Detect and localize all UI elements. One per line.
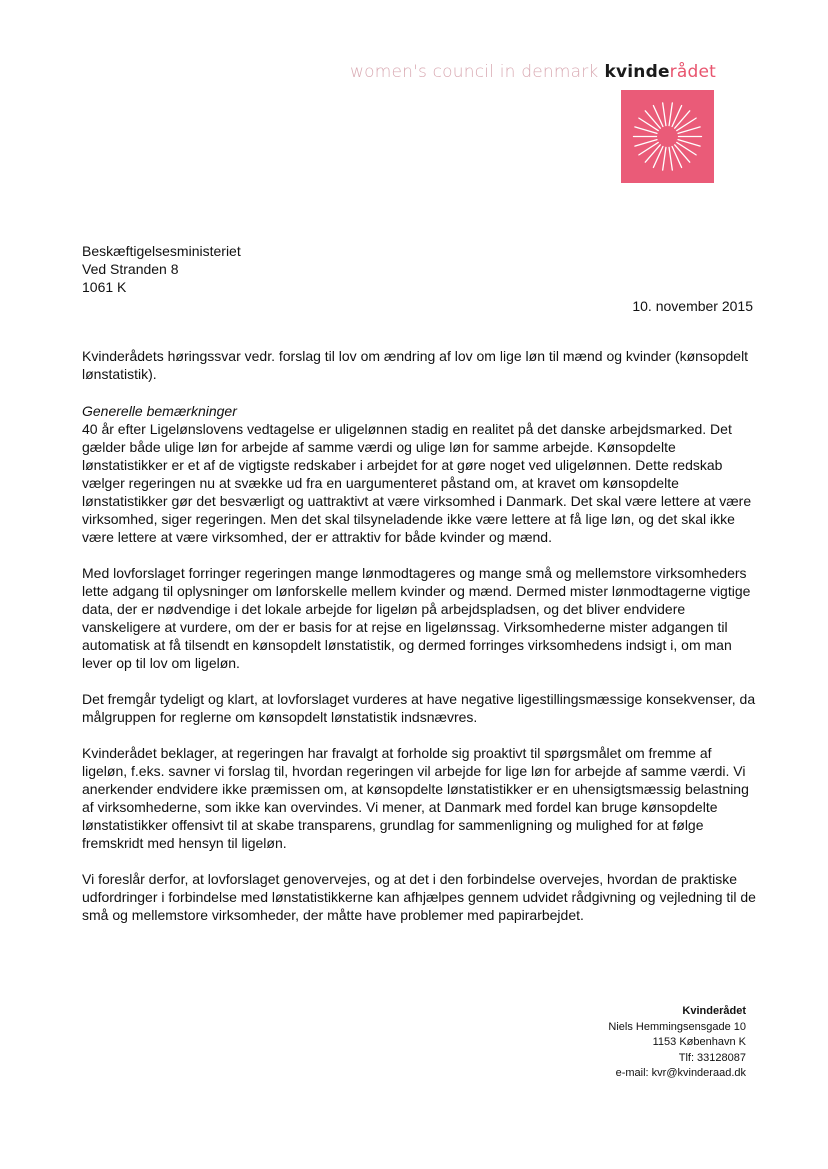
- recipient-address: [82, 242, 241, 296]
- body-paragraph: 40 år efter Ligelønslovens vedtagelse er uligelønnen stadig en realitet på det danske arbejdsmarked. Det gælder både ulige løn for arbejde af samme værdi og ulige løn for samme arbejde. Kønsopdelte lønstatistikker er et af de vigtigste redskaber i arbejdet for at gøre noget ved uligelønnen. Dette redskab vælger regeringen nu at svække ud fra en uargumenteret påstand om, at kravet om kønsopdelte lønstatistikker gør det besværligt og uattraktivt at være virksomhed i Danmark. Det skal være lettere at være virksomhed, siger regeringen. Men det skal tilsyneladende ikke være lettere at få lige løn, og det skal ikke være lettere at være virksomhed, der er attraktiv for både kvinder og mænd.: [82, 421, 752, 545]
- body-paragraph: Det fremgår tydeligt og klart, at lovforslaget vurderes at have negative ligestillingsmæssige konsekvenser, da målgruppen for reglerne om kønsopdelt lønstatistik indsnævres.: [82, 691, 756, 725]
- letterhead-brand: [350, 62, 716, 82]
- body-paragraph: Kvinderådet beklager, at regeringen har fravalgt at forholde sig proaktivt til spørgsmålet om fremme af ligeløn, f.eks. savner vi forslag til, hvordan regeringen vil arbejde for lige løn for arbejde af samme værdi. Vi anerkender endvidere ikke præmissen om, at kønsopdelte lønstatistikker er en uhensigtsmæssig belastning af virksomhederne, som ikke kan overvindes. Vi mener, at Danmark med fordel kan bruge kønsopdelte lønstatistikker offensivt til at skabe transparens, grundlag for sammenligning og mulighed for at følge fremskridt med hensyn til ligeløn.: [82, 745, 749, 851]
- sender-street: Niels Hemmingsensgade 10: [608, 1020, 746, 1033]
- recipient-line: 1061 K: [82, 279, 127, 295]
- logo: [621, 90, 714, 183]
- sunburst-icon: [621, 90, 714, 183]
- recipient-line: Beskæftigelsesministeriet: [82, 243, 241, 259]
- sender-footer: [608, 1004, 746, 1082]
- brand-tagline: women's council in denmark: [349, 62, 599, 82]
- sender-org: Kvinderådet: [682, 1005, 746, 1017]
- sender-email: e-mail: kvr@kvinderaad.dk: [615, 1067, 746, 1079]
- brand-name-part2: rådet: [669, 62, 716, 82]
- sender-city: 1153 København K: [652, 1036, 746, 1048]
- letter-body: [82, 402, 758, 942]
- body-paragraph: Vi foreslår derfor, at lovforslaget genovervejes, og at det i den forbindelse overvejes, hvordan de praktiske udfordringer i forbindelse med lønstatistikkerne kan afhjælpes gennem udvidet rådgivning og vejledning til de små og mellemstore virksomheder, der måtte have problemer med papirarbejdet.: [82, 871, 756, 923]
- brand-name-part1: kvinde: [604, 62, 670, 82]
- body-paragraph: Med lovforslaget forringer regeringen mange lønmodtageres og mange små og mellemstore virksomheders lette adgang til oplysninger om lønforskelle mellem kvinder og mænd. Dermed mister lønmodtagerne vigtige data, der er nødvendige i det lokale arbejde for ligeløn på arbejdspladsen, og det bliver endvidere vanskeligere at vurdere, om der er basis for at rejse en ligelønssag. Virksomhederne mister adgangen til automatisk at få tilsendt en kønsopdelt lønstatistik, og dermed forringes virksomhedens indsigt i, om man lever op til lov om ligeløn.: [82, 565, 751, 671]
- section-heading: Generelle bemærkninger: [82, 403, 237, 419]
- letter-date: 10. november 2015: [632, 298, 753, 314]
- sender-phone: Tlf: 33128087: [678, 1051, 746, 1064]
- recipient-line: Ved Stranden 8: [82, 261, 179, 277]
- letter-subject: Kvinderådets høringssvar vedr. forslag til lov om ændring af lov om lige løn til mænd og kvinder (kønsopdelt lønstatistik).: [82, 348, 749, 382]
